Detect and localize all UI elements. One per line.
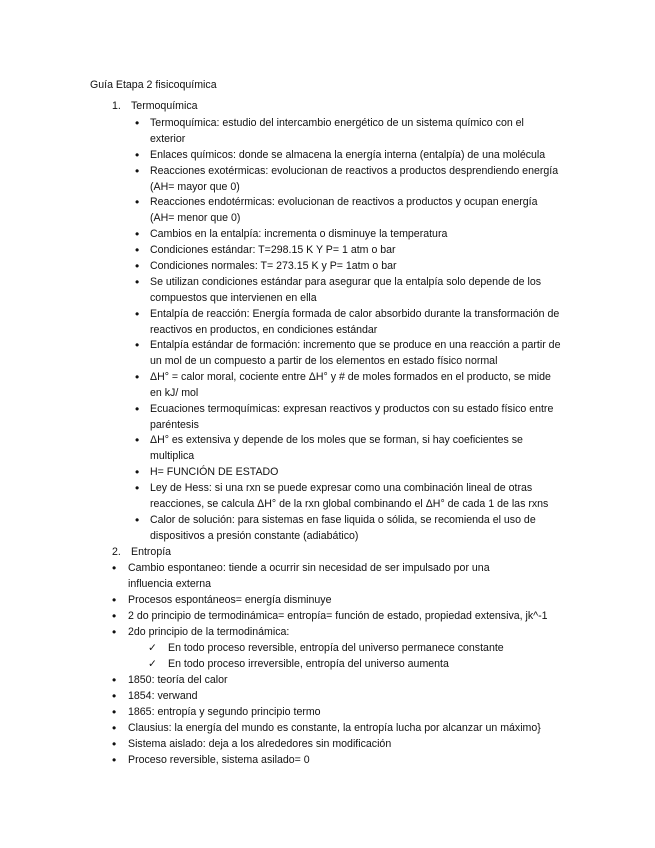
list-item-text: 1854: verwand [128, 690, 198, 702]
list-item [148, 657, 588, 673]
document-title: Guía Etapa 2 fisicoquímica [90, 79, 217, 91]
bullet-icon: • [112, 721, 117, 735]
list-item [112, 625, 582, 641]
list-item [135, 259, 575, 275]
list-item-text: 1850: teoría del calor [128, 674, 228, 686]
list-item [112, 561, 532, 593]
list-item-text: 2do principio de la termodinámica: [128, 626, 290, 638]
list-item-text: En todo proceso irreversible, entropía del universo aumenta [168, 658, 449, 670]
list-item [135, 227, 575, 243]
list-item [135, 433, 555, 465]
list-item [112, 673, 582, 689]
list-item-text: Condiciones estándar: T=298.15 K Y P= 1 atm o bar [150, 244, 396, 256]
section-label: Entropía [131, 546, 172, 558]
bullet-icon: • [135, 148, 140, 162]
list-item-text: Reacciones endotérmicas: evolucionan de reactivos a productos y ocupan energía (AH= menor que 0) [150, 196, 538, 224]
list-item [135, 275, 560, 307]
section-number: 1. [112, 100, 121, 112]
list-item [148, 641, 588, 657]
bullet-icon: • [135, 370, 140, 384]
list-item [135, 307, 565, 339]
list-item-text: Ecuaciones termoquímicas: expresan reactivos y productos con su estado físico entre paréntesis [150, 403, 554, 431]
bullet-icon: • [135, 116, 140, 130]
list-item [135, 148, 575, 164]
list-item [135, 513, 565, 545]
bullet-icon: • [112, 753, 117, 767]
list-item [112, 689, 582, 705]
list-item [135, 195, 555, 227]
bullet-icon: • [135, 259, 140, 273]
list-item-text: Entalpía de reacción: Energía formada de calor absorbido durante la transformación de reactivos en productos, en condiciones estándar [150, 308, 560, 336]
list-item [135, 116, 555, 148]
bullet-icon: • [135, 227, 140, 241]
list-item-text: Ley de Hess: si una rxn se puede expresar como una combinación lineal de otras reacciones, se calcula ΔH° de la rxn global combinando el ΔH° de cada 1 de las rxns [150, 482, 549, 510]
bullet-icon: • [135, 433, 140, 447]
bullet-icon: • [135, 275, 140, 289]
list-item [135, 465, 575, 481]
list-item-text: Reacciones exotérmicas: evolucionan de reactivos a productos desprendiendo energía (AH= mayor que 0) [150, 165, 559, 193]
list-item-text: H= FUNCIÓN DE ESTADO [150, 466, 279, 478]
list-item [112, 609, 592, 625]
bullet-icon: • [135, 481, 140, 495]
list-item [135, 164, 565, 196]
list-item-text: Cambio espontaneo: tiende a ocurrir sin necesidad de ser impulsado por una influencia externa [128, 562, 490, 590]
check-icon: ✓ [148, 658, 157, 670]
bullet-icon: • [112, 593, 117, 607]
list-item [135, 338, 565, 370]
bullet-icon: • [135, 195, 140, 209]
bullet-icon: • [135, 338, 140, 352]
bullet-icon: • [112, 737, 117, 751]
list-item-text: Clausius: la energía del mundo es constante, la entropía lucha por alcanzar un máximo} [128, 722, 541, 734]
bullet-icon: • [112, 673, 117, 687]
check-icon: ✓ [148, 642, 157, 654]
list-item [112, 593, 582, 609]
bullet-icon: • [135, 513, 140, 527]
list-item-text: 2 do principio de termodinámica= entropía= función de estado, propiedad extensiva, jk^-1 [128, 610, 548, 622]
list-item [135, 402, 560, 434]
list-item-text: Procesos espontáneos= energía disminuye [128, 594, 332, 606]
list-item-text: Calor de solución: para sistemas en fase liquida o sólida, se recomienda el uso de dispositivos a presión constante (adiabático) [150, 514, 536, 542]
list-item [135, 370, 565, 402]
bullet-icon: • [135, 307, 140, 321]
bullet-icon: • [112, 561, 117, 575]
bullet-icon: • [135, 243, 140, 257]
list-item-text: 1865: entropía y segundo principio termo [128, 706, 321, 718]
bullet-icon: • [135, 164, 140, 178]
bullet-icon: • [112, 625, 117, 639]
list-item-text: ΔH° es extensiva y depende de los moles que se forman, si hay coeficientes se multiplica [150, 434, 523, 462]
list-item-text: Cambios en la entalpía: incrementa o disminuye la temperatura [150, 228, 448, 240]
list-item [112, 721, 592, 737]
list-item-text: En todo proceso reversible, entropía del universo permanece constante [168, 642, 504, 654]
list-item-text: Sistema aislado: deja a los alrededores sin modificación [128, 738, 392, 750]
bullet-icon: • [112, 609, 117, 623]
list-item-text: Proceso reversible, sistema asilado= 0 [128, 754, 310, 766]
list-item-text: Condiciones normales: T= 273.15 K y P= 1atm o bar [150, 260, 397, 272]
section-number: 2. [112, 546, 121, 558]
list-item [112, 705, 582, 721]
bullet-icon: • [112, 705, 117, 719]
list-item [135, 481, 575, 513]
list-item-text: Enlaces químicos: donde se almacena la energía interna (entalpía) de una molécula [150, 149, 546, 161]
list-item [135, 243, 575, 259]
bullet-icon: • [112, 689, 117, 703]
list-item-text: ΔH° = calor moral, cociente entre ΔH° y # de moles formados en el producto, se mide en kJ/ mol [150, 371, 551, 399]
bullet-icon: • [135, 465, 140, 479]
list-item [112, 737, 582, 753]
list-item [112, 753, 582, 769]
section-label: Termoquímica [131, 100, 198, 112]
list-item-text: Termoquímica: estudio del intercambio energético de un sistema químico con el exterior [150, 117, 524, 145]
list-item-text: Se utilizan condiciones estándar para asegurar que la entalpía solo depende de los compuestos que intervienen en ella [150, 276, 542, 304]
list-item-text: Entalpía estándar de formación: incremento que se produce en una reacción a partir de un mol de un compuesto a partir de los elementos en estado físico normal [150, 339, 561, 367]
bullet-icon: • [135, 402, 140, 416]
